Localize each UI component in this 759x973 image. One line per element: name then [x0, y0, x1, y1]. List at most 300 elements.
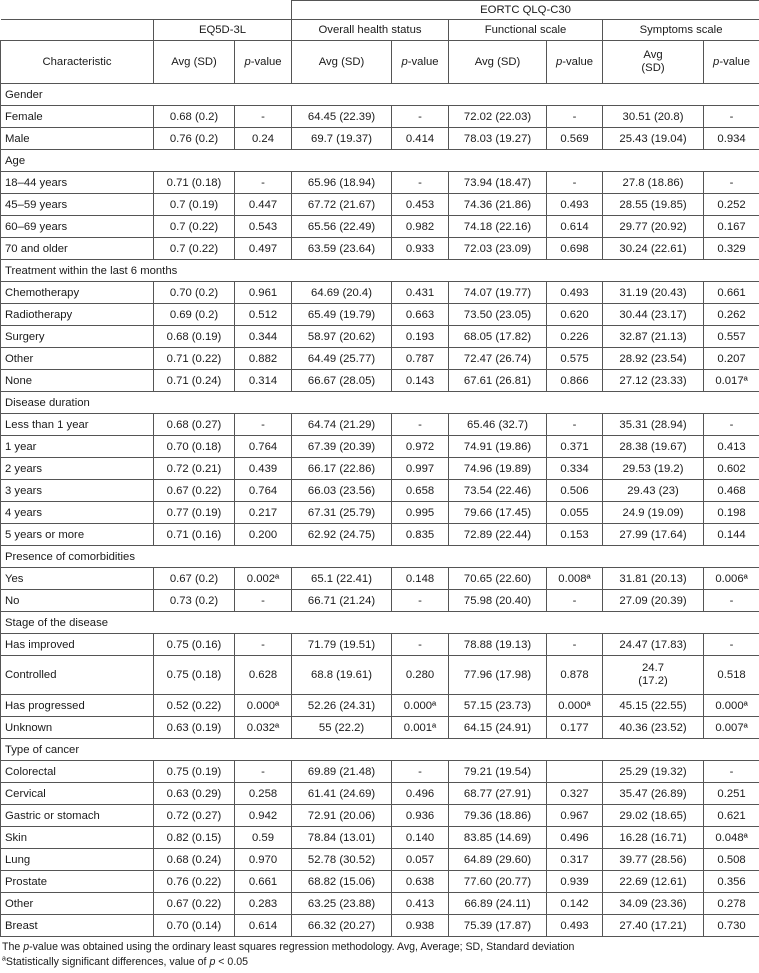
- p-value-cell: 0.413: [704, 436, 759, 458]
- p-value-cell: -: [235, 414, 292, 436]
- p-value-cell: 0.493: [547, 915, 603, 937]
- p-value-cell: 0.972: [392, 436, 449, 458]
- row-label: Breast: [1, 915, 154, 937]
- avg-sd-cell: 79.66 (17.45): [449, 502, 547, 524]
- avg-sd-cell: 67.61 (26.81): [449, 370, 547, 392]
- section-header-row: [1, 84, 759, 106]
- p-value-cell: 0.258: [235, 783, 292, 805]
- avg-sd-cell: 70.65 (22.60): [449, 568, 547, 590]
- avg-sd-cell: 40.36 (23.52): [603, 717, 704, 739]
- avg-sd-header: Avg (SD): [449, 41, 547, 84]
- row-label: 1 year: [1, 436, 154, 458]
- row-label: Female: [1, 106, 154, 128]
- row-label: 2 years: [1, 458, 154, 480]
- section-title: Disease duration: [1, 392, 759, 414]
- avg-sd-cell: 74.96 (19.89): [449, 458, 547, 480]
- p-value-cell: 0.661: [704, 282, 759, 304]
- p-value-cell: -: [704, 761, 759, 783]
- row-label: Unknown: [1, 717, 154, 739]
- row-label: Controlled: [1, 656, 154, 695]
- table-row: [1, 849, 759, 871]
- avg-sd-cell: 65.56 (22.49): [292, 216, 392, 238]
- p-value-cell: 0.167: [704, 216, 759, 238]
- p-value-cell: 0.934: [704, 128, 759, 150]
- row-label: Male: [1, 128, 154, 150]
- section-title: Gender: [1, 84, 759, 106]
- p-value-cell: 0.638: [392, 871, 449, 893]
- avg-sd-cell: 67.72 (21.67): [292, 194, 392, 216]
- table-row: [1, 805, 759, 827]
- p-value-cell: -: [547, 106, 603, 128]
- avg-sd-cell: 29.53 (19.2): [603, 458, 704, 480]
- avg-sd-cell: 39.77 (28.56): [603, 849, 704, 871]
- avg-sd-cell: 64.89 (29.60): [449, 849, 547, 871]
- row-label: 3 years: [1, 480, 154, 502]
- p-value-header: p-value: [392, 41, 449, 84]
- p-value-cell: 0.140: [392, 827, 449, 849]
- p-value-cell: 0.557: [704, 326, 759, 348]
- avg-sd-cell: 61.41 (24.69): [292, 783, 392, 805]
- avg-sd-cell: 62.92 (24.75): [292, 524, 392, 546]
- p-value-cell: [547, 761, 603, 783]
- avg-sd-cell: 74.07 (19.77): [449, 282, 547, 304]
- table-row: [1, 656, 759, 695]
- characteristic-header: Characteristic: [1, 41, 154, 84]
- p-value-cell: 0.431: [392, 282, 449, 304]
- row-label: Other: [1, 893, 154, 915]
- p-value-cell: 0.967: [547, 805, 603, 827]
- section-title: Type of cancer: [1, 739, 759, 761]
- avg-sd-cell: 79.21 (19.54): [449, 761, 547, 783]
- p-value-cell: 0.198: [704, 502, 759, 524]
- table-row: [1, 915, 759, 937]
- section-title: Age: [1, 150, 759, 172]
- avg-sd-cell: 25.43 (19.04): [603, 128, 704, 150]
- p-value-cell: 0.334: [547, 458, 603, 480]
- p-value-cell: -: [235, 106, 292, 128]
- p-value-cell: -: [704, 414, 759, 436]
- avg-sd-cell: 67.39 (20.39): [292, 436, 392, 458]
- avg-sd-cell: 0.67 (0.22): [154, 480, 235, 502]
- table-row: [1, 871, 759, 893]
- avg-sd-cell: 30.44 (23.17): [603, 304, 704, 326]
- p-value-cell: 0.496: [547, 827, 603, 849]
- row-label: No: [1, 590, 154, 612]
- avg-sd-cell: 0.76 (0.2): [154, 128, 235, 150]
- avg-sd-cell: 0.63 (0.29): [154, 783, 235, 805]
- avg-sd-cell: 65.49 (19.79): [292, 304, 392, 326]
- p-value-cell: 0.764: [235, 480, 292, 502]
- p-value-cell: 0.939: [547, 871, 603, 893]
- avg-sd-cell: 25.29 (19.32): [603, 761, 704, 783]
- p-value-cell: 0.997: [392, 458, 449, 480]
- row-label: Skin: [1, 827, 154, 849]
- table-row: [1, 480, 759, 502]
- p-value-cell: 0.878: [547, 656, 603, 695]
- avg-sd-cell: 0.72 (0.21): [154, 458, 235, 480]
- avg-sd-cell: 74.36 (21.86): [449, 194, 547, 216]
- p-value-cell: 0.143: [392, 370, 449, 392]
- p-value-cell: 0.251: [704, 783, 759, 805]
- p-value-cell: -: [704, 634, 759, 656]
- avg-sd-cell: 74.91 (19.86): [449, 436, 547, 458]
- row-label: Lung: [1, 849, 154, 871]
- table-row: [1, 695, 759, 717]
- footnote-method: The p-value was obtained using the ordinary least squares regression methodology. Avg, Average; SD, Standard deviation: [2, 941, 575, 953]
- p-value-cell: 0.002ª: [235, 568, 292, 590]
- avg-sd-cell: 0.68 (0.27): [154, 414, 235, 436]
- eq5d-header: EQ5D-3L: [154, 20, 292, 41]
- avg-sd-cell: 28.55 (19.85): [603, 194, 704, 216]
- avg-sd-cell: 0.75 (0.19): [154, 761, 235, 783]
- p-value-cell: 0.148: [392, 568, 449, 590]
- avg-sd-cell: 35.31 (28.94): [603, 414, 704, 436]
- p-value-cell: 0.982: [392, 216, 449, 238]
- p-value-cell: 0.569: [547, 128, 603, 150]
- p-value-cell: 0.048ª: [704, 827, 759, 849]
- avg-sd-cell: 64.45 (22.39): [292, 106, 392, 128]
- row-label: Radiotherapy: [1, 304, 154, 326]
- p-value-cell: 0.017ª: [704, 370, 759, 392]
- p-value-cell: -: [547, 590, 603, 612]
- p-value-cell: 0.280: [392, 656, 449, 695]
- avg-sd-cell: 52.26 (24.31): [292, 695, 392, 717]
- p-value-cell: 0.327: [547, 783, 603, 805]
- row-label: Has improved: [1, 634, 154, 656]
- p-value-cell: 0.866: [547, 370, 603, 392]
- avg-sd-cell: 0.75 (0.18): [154, 656, 235, 695]
- p-value-cell: -: [392, 761, 449, 783]
- section-header-row: [1, 546, 759, 568]
- avg-sd-cell: 73.54 (22.46): [449, 480, 547, 502]
- p-value-cell: 0.602: [704, 458, 759, 480]
- avg-sd-cell: 83.85 (14.69): [449, 827, 547, 849]
- avg-sd-cell: 63.59 (23.64): [292, 238, 392, 260]
- p-value-cell: 0.933: [392, 238, 449, 260]
- avg-sd-cell: 68.8 (19.61): [292, 656, 392, 695]
- avg-sd-cell: 66.03 (23.56): [292, 480, 392, 502]
- avg-sd-cell: 30.24 (22.61): [603, 238, 704, 260]
- avg-sd-cell: 55 (22.2): [292, 717, 392, 739]
- p-value-cell: 0.447: [235, 194, 292, 216]
- section-title: Stage of the disease: [1, 612, 759, 634]
- p-value-cell: 0.512: [235, 304, 292, 326]
- p-value-cell: 0.663: [392, 304, 449, 326]
- avg-sd-cell: 0.68 (0.2): [154, 106, 235, 128]
- p-value-cell: 0.226: [547, 326, 603, 348]
- p-value-cell: 0.575: [547, 348, 603, 370]
- avg-sd-cell: 27.8 (18.86): [603, 172, 704, 194]
- avg-sd-cell: 74.18 (22.16): [449, 216, 547, 238]
- table-row: [1, 524, 759, 546]
- avg-sd-cell: 72.03 (23.09): [449, 238, 547, 260]
- avg-sd-cell: 27.09 (20.39): [603, 590, 704, 612]
- p-value-cell: 0.835: [392, 524, 449, 546]
- table-row: [1, 282, 759, 304]
- avg-sd-cell: 0.73 (0.2): [154, 590, 235, 612]
- table-row: [1, 458, 759, 480]
- avg-sd-header: Avg (SD): [154, 41, 235, 84]
- avg-sd-cell: 77.96 (17.98): [449, 656, 547, 695]
- avg-sd-cell: 75.98 (20.40): [449, 590, 547, 612]
- p-value-cell: 0.000ª: [704, 695, 759, 717]
- p-value-header: p-value: [704, 41, 759, 84]
- row-label: Less than 1 year: [1, 414, 154, 436]
- overall-health-header: Overall health status: [292, 20, 449, 41]
- p-value-cell: 0.621: [704, 805, 759, 827]
- p-value-cell: -: [547, 634, 603, 656]
- avg-sd-cell: 52.78 (30.52): [292, 849, 392, 871]
- row-label: Cervical: [1, 783, 154, 805]
- avg-sd-cell: 0.71 (0.24): [154, 370, 235, 392]
- avg-sd-cell: 0.7 (0.22): [154, 216, 235, 238]
- table-row: [1, 502, 759, 524]
- avg-sd-cell: 0.71 (0.18): [154, 172, 235, 194]
- p-value-cell: 0.468: [704, 480, 759, 502]
- p-value-cell: -: [704, 106, 759, 128]
- avg-sd-cell: 45.15 (22.55): [603, 695, 704, 717]
- avg-sd-cell: 0.71 (0.16): [154, 524, 235, 546]
- avg-sd-cell: 0.67 (0.2): [154, 568, 235, 590]
- avg-sd-cell: 63.25 (23.88): [292, 893, 392, 915]
- p-value-cell: 0.764: [235, 436, 292, 458]
- p-value-cell: 0.936: [392, 805, 449, 827]
- table-body: [1, 84, 759, 937]
- avg-sd-cell: 0.70 (0.18): [154, 436, 235, 458]
- avg-sd-cell: 79.36 (18.86): [449, 805, 547, 827]
- avg-sd-cell: 0.82 (0.15): [154, 827, 235, 849]
- p-value-cell: 0.496: [392, 783, 449, 805]
- avg-sd-cell: 72.91 (20.06): [292, 805, 392, 827]
- row-label: Chemotherapy: [1, 282, 154, 304]
- table-row: [1, 590, 759, 612]
- avg-sd-cell: 64.69 (20.4): [292, 282, 392, 304]
- avg-sd-cell: 65.96 (18.94): [292, 172, 392, 194]
- row-label: 70 and older: [1, 238, 154, 260]
- avg-sd-cell: 0.70 (0.14): [154, 915, 235, 937]
- p-value-cell: -: [235, 634, 292, 656]
- avg-sd-cell: 69.7 (19.37): [292, 128, 392, 150]
- p-value-cell: -: [392, 590, 449, 612]
- row-label: Other: [1, 348, 154, 370]
- p-value-cell: 0.207: [704, 348, 759, 370]
- p-value-cell: 0.000ª: [392, 695, 449, 717]
- p-value-cell: 0.057: [392, 849, 449, 871]
- row-label: Prostate: [1, 871, 154, 893]
- p-value-cell: 0.730: [704, 915, 759, 937]
- p-value-cell: 0.543: [235, 216, 292, 238]
- p-value-cell: 0.787: [392, 348, 449, 370]
- symptoms-scale-header: Symptoms scale: [603, 20, 759, 41]
- avg-sd-cell: 72.02 (22.03): [449, 106, 547, 128]
- row-label: Colorectal: [1, 761, 154, 783]
- avg-sd-cell: 0.68 (0.19): [154, 326, 235, 348]
- avg-sd-cell: 64.74 (21.29): [292, 414, 392, 436]
- avg-sd-cell: 0.76 (0.22): [154, 871, 235, 893]
- p-value-cell: 0.614: [235, 915, 292, 937]
- avg-sd-cell: 31.19 (20.43): [603, 282, 704, 304]
- avg-sd-cell: 32.87 (21.13): [603, 326, 704, 348]
- avg-sd-cell: 66.17 (22.86): [292, 458, 392, 480]
- table-row: [1, 893, 759, 915]
- avg-sd-cell: 66.71 (21.24): [292, 590, 392, 612]
- p-value-cell: 0.317: [547, 849, 603, 871]
- table-row: [1, 326, 759, 348]
- avg-sd-cell: 0.75 (0.16): [154, 634, 235, 656]
- avg-sd-header: Avg (SD): [603, 41, 704, 84]
- avg-sd-cell: 78.88 (19.13): [449, 634, 547, 656]
- table-row: [1, 827, 759, 849]
- p-value-cell: 0.193: [392, 326, 449, 348]
- section-title: Treatment within the last 6 months: [1, 260, 759, 282]
- avg-sd-cell: 58.97 (20.62): [292, 326, 392, 348]
- avg-sd-header: Avg (SD): [292, 41, 392, 84]
- p-value-cell: 0.283: [235, 893, 292, 915]
- p-value-cell: 0.661: [235, 871, 292, 893]
- p-value-cell: 0.961: [235, 282, 292, 304]
- p-value-cell: -: [392, 414, 449, 436]
- avg-sd-cell: 0.52 (0.22): [154, 695, 235, 717]
- avg-sd-cell: 0.67 (0.22): [154, 893, 235, 915]
- row-label: Yes: [1, 568, 154, 590]
- avg-sd-cell: 64.49 (25.77): [292, 348, 392, 370]
- p-value-cell: 0.000ª: [547, 695, 603, 717]
- avg-sd-cell: 72.89 (22.44): [449, 524, 547, 546]
- avg-sd-cell: 29.77 (20.92): [603, 216, 704, 238]
- p-value-cell: 0.356: [704, 871, 759, 893]
- table-row: [1, 414, 759, 436]
- p-value-cell: 0.142: [547, 893, 603, 915]
- row-label: 18–44 years: [1, 172, 154, 194]
- p-value-cell: -: [547, 172, 603, 194]
- p-value-cell: 0.262: [704, 304, 759, 326]
- p-value-cell: 0.628: [235, 656, 292, 695]
- avg-sd-cell: 0.71 (0.22): [154, 348, 235, 370]
- row-label: Has progressed: [1, 695, 154, 717]
- avg-sd-cell: 0.7 (0.19): [154, 194, 235, 216]
- avg-sd-cell: 69.89 (21.48): [292, 761, 392, 783]
- table-row: [1, 436, 759, 458]
- table-row: [1, 106, 759, 128]
- p-value-cell: 0.200: [235, 524, 292, 546]
- table-row: [1, 370, 759, 392]
- p-value-cell: 0.000ª: [235, 695, 292, 717]
- p-value-cell: 0.59: [235, 827, 292, 849]
- avg-sd-cell: 65.46 (32.7): [449, 414, 547, 436]
- avg-sd-cell: 64.15 (24.91): [449, 717, 547, 739]
- avg-sd-cell: 29.43 (23): [603, 480, 704, 502]
- row-label: 45–59 years: [1, 194, 154, 216]
- table-row: [1, 634, 759, 656]
- avg-sd-cell: 57.15 (23.73): [449, 695, 547, 717]
- table-row: [1, 717, 759, 739]
- avg-sd-cell: 0.77 (0.19): [154, 502, 235, 524]
- p-value-cell: 0.620: [547, 304, 603, 326]
- section-header-row: [1, 150, 759, 172]
- row-label: None: [1, 370, 154, 392]
- avg-sd-cell: 27.12 (23.33): [603, 370, 704, 392]
- section-header-row: [1, 612, 759, 634]
- avg-sd-cell: 78.03 (19.27): [449, 128, 547, 150]
- row-label: Surgery: [1, 326, 154, 348]
- row-label: 60–69 years: [1, 216, 154, 238]
- avg-sd-cell: 66.89 (24.11): [449, 893, 547, 915]
- p-value-cell: 0.008ª: [547, 568, 603, 590]
- avg-sd-cell: 24.9 (19.09): [603, 502, 704, 524]
- avg-sd-cell: 66.67 (28.05): [292, 370, 392, 392]
- eortc-header: EORTC QLQ-C30: [292, 1, 759, 20]
- avg-sd-cell: 73.94 (18.47): [449, 172, 547, 194]
- p-value-cell: 0.995: [392, 502, 449, 524]
- avg-sd-cell: 16.28 (16.71): [603, 827, 704, 849]
- p-value-cell: 0.001ª: [392, 717, 449, 739]
- p-value-cell: -: [392, 634, 449, 656]
- avg-sd-cell: 0.70 (0.2): [154, 282, 235, 304]
- avg-sd-cell: 35.47 (26.89): [603, 783, 704, 805]
- p-value-cell: 0.614: [547, 216, 603, 238]
- table-row: [1, 348, 759, 370]
- table-row: [1, 783, 759, 805]
- row-label: 4 years: [1, 502, 154, 524]
- p-value-cell: 0.658: [392, 480, 449, 502]
- table-row: [1, 761, 759, 783]
- avg-sd-cell: 0.63 (0.19): [154, 717, 235, 739]
- avg-sd-cell: 75.39 (17.87): [449, 915, 547, 937]
- section-header-row: [1, 739, 759, 761]
- p-value-cell: 0.698: [547, 238, 603, 260]
- table-row: [1, 128, 759, 150]
- p-value-cell: 0.144: [704, 524, 759, 546]
- p-value-cell: 0.414: [392, 128, 449, 150]
- avg-sd-cell: 68.77 (27.91): [449, 783, 547, 805]
- p-value-cell: 0.007ª: [704, 717, 759, 739]
- p-value-cell: 0.518: [704, 656, 759, 695]
- p-value-cell: 0.24: [235, 128, 292, 150]
- p-value-cell: 0.508: [704, 849, 759, 871]
- avg-sd-cell: 0.68 (0.24): [154, 849, 235, 871]
- avg-sd-cell: 28.38 (19.67): [603, 436, 704, 458]
- p-value-cell: 0.252: [704, 194, 759, 216]
- table-row: [1, 172, 759, 194]
- avg-sd-cell: 34.09 (23.36): [603, 893, 704, 915]
- table-row: [1, 238, 759, 260]
- p-value-cell: 0.032ª: [235, 717, 292, 739]
- section-header-row: [1, 392, 759, 414]
- avg-sd-cell: 71.79 (19.51): [292, 634, 392, 656]
- avg-sd-cell: 65.1 (22.41): [292, 568, 392, 590]
- p-value-cell: 0.938: [392, 915, 449, 937]
- avg-sd-cell: 31.81 (20.13): [603, 568, 704, 590]
- section-header-row: [1, 260, 759, 282]
- p-value-cell: 0.329: [704, 238, 759, 260]
- p-value-cell: -: [704, 172, 759, 194]
- p-value-cell: -: [547, 414, 603, 436]
- table-row: [1, 304, 759, 326]
- avg-sd-cell: 68.05 (17.82): [449, 326, 547, 348]
- p-value-cell: 0.439: [235, 458, 292, 480]
- p-value-cell: -: [235, 590, 292, 612]
- p-value-cell: 0.344: [235, 326, 292, 348]
- row-label: 5 years or more: [1, 524, 154, 546]
- table-row: [1, 568, 759, 590]
- footnote-significance: $^a$Statistically significant differences, value of p < 0.05: [2, 955, 249, 968]
- p-value-cell: 0.970: [235, 849, 292, 871]
- avg-sd-cell: 27.99 (17.64): [603, 524, 704, 546]
- p-value-cell: 0.055: [547, 502, 603, 524]
- p-value-cell: -: [235, 172, 292, 194]
- avg-sd-cell: 22.69 (12.61): [603, 871, 704, 893]
- p-value-cell: 0.493: [547, 194, 603, 216]
